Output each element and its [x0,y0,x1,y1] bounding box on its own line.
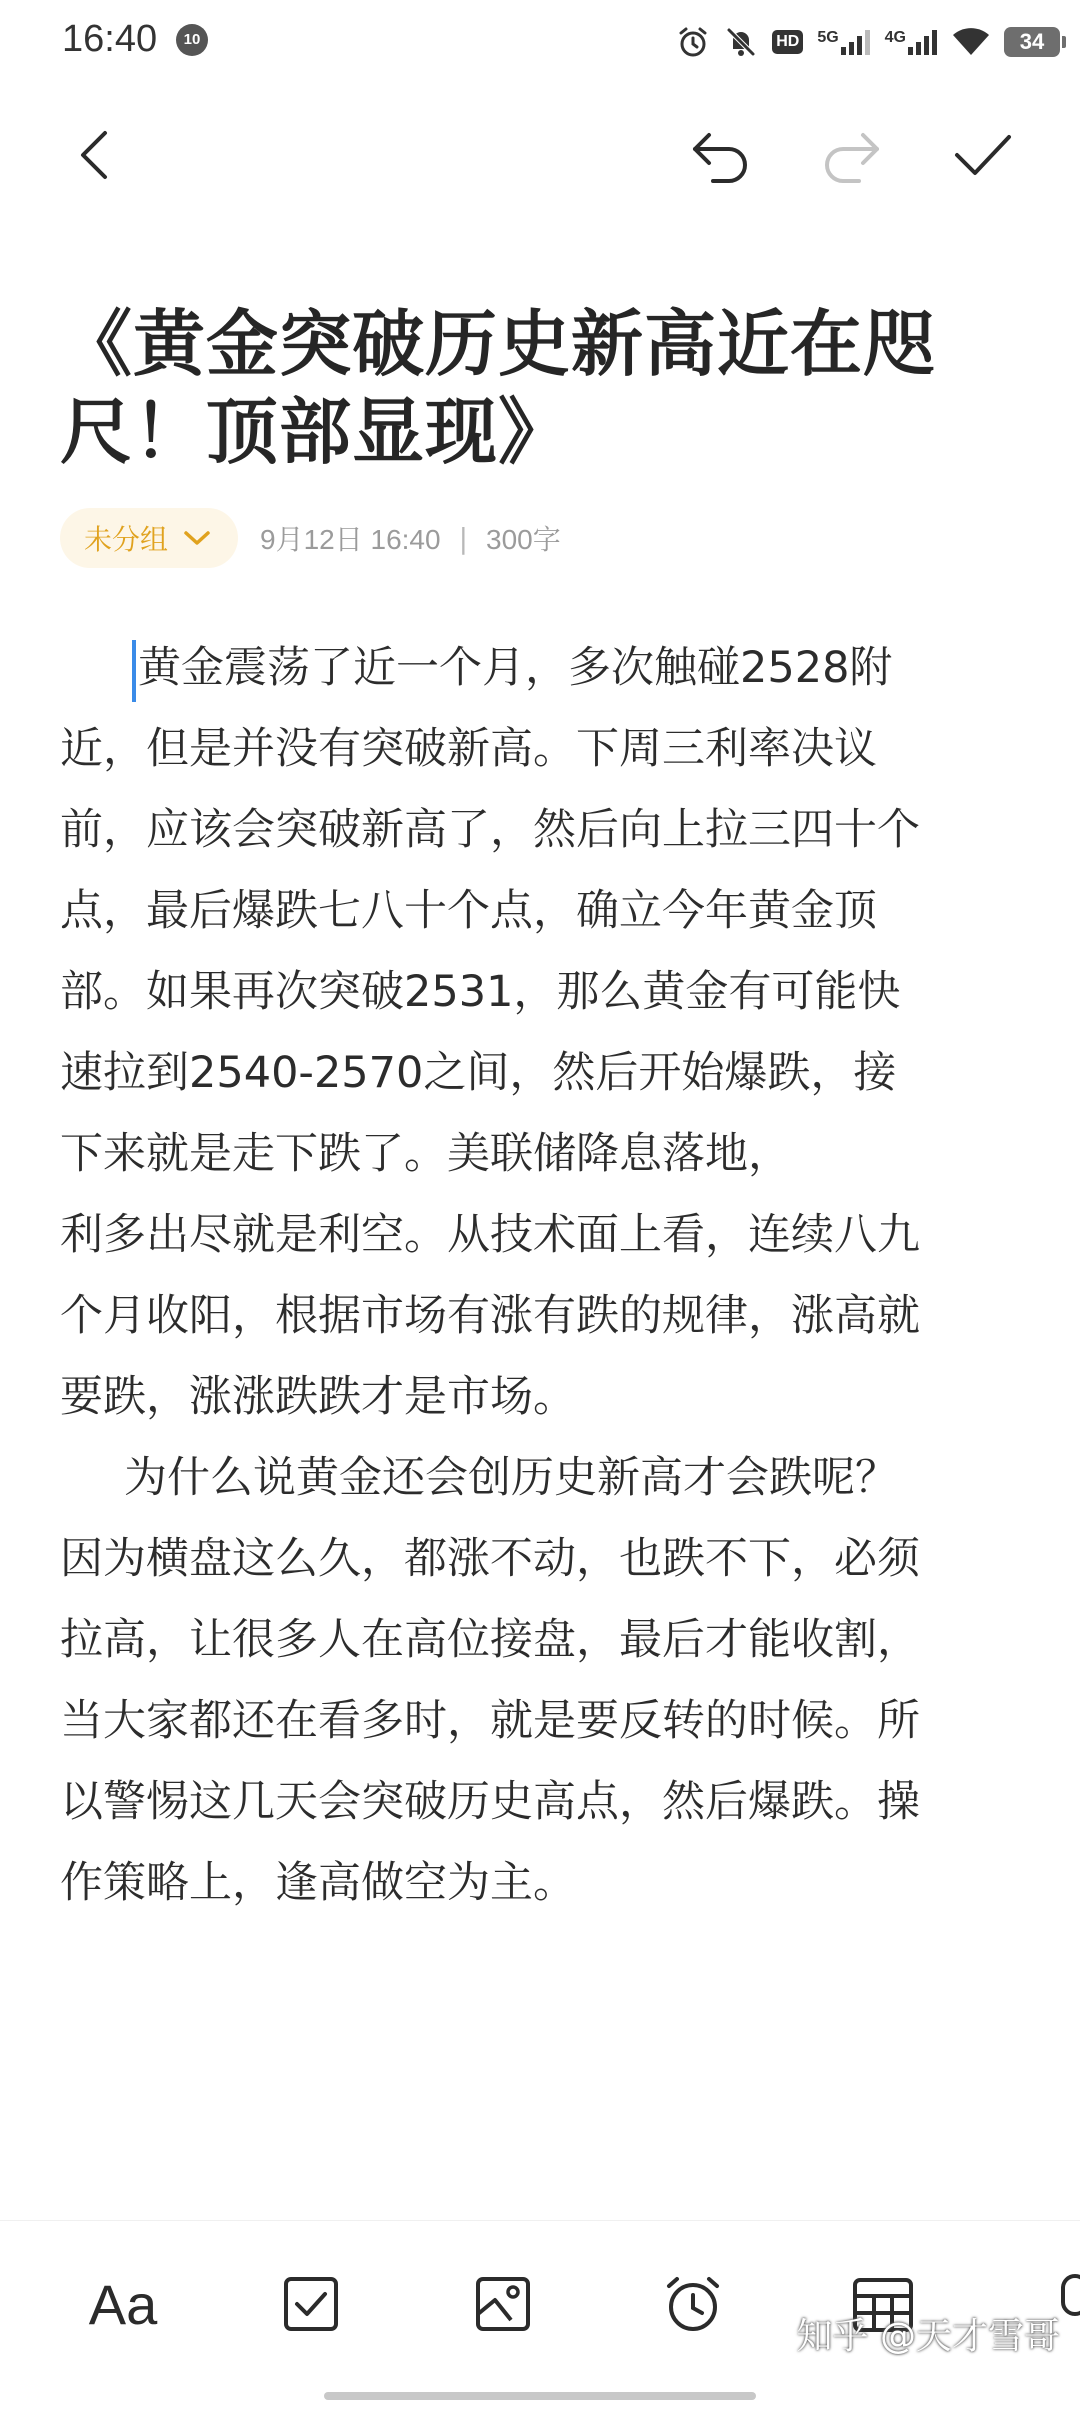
meta-separator: | [458,521,469,555]
wifi-icon [952,27,990,57]
body-line: 速拉到2540-2570之间，然后开始爆跌，接 [60,1048,897,1098]
hd-icon [772,30,803,54]
undo-icon [689,127,753,183]
watermark: 知乎 @天才雪哥 [796,2316,1060,2357]
alarm-icon [676,25,710,59]
hd-label: HD [772,30,803,54]
signal-4g-icon [885,29,938,55]
home-indicator[interactable] [324,2392,756,2400]
body-line: 为什么说黄金还会创历史新高才会跌呢？ [124,1453,898,1503]
paragraph-1 [60,628,1020,1438]
redo-button[interactable] [806,100,896,210]
body-line: 部。如果再次突破2531，那么黄金有可能快 [60,967,901,1017]
body-line [60,628,1020,709]
body-line: 要跌，涨涨跌跌才是市场。 [60,1372,576,1422]
back-button[interactable] [50,100,140,210]
done-button[interactable] [938,100,1028,210]
body-line: 近，但是并没有突破新高。下周三利率决议 [60,724,877,774]
sim2-label: 4G [884,29,906,46]
status-time: 16:40 [62,18,158,60]
note-title[interactable]: 《黄金突破历史新高近在咫尺！顶部显现》 [60,302,937,474]
image-icon [473,2274,533,2334]
editor-toolbar [0,100,1080,210]
body-line: 下来就是走下跌了。美联储降息落地， [60,1129,791,1179]
notification-badge: 10 [176,24,208,56]
back-icon [75,125,115,185]
signal-5g-icon [817,29,870,55]
body-line: 当大家都还在看多时，就是要反转的时候。所 [60,1696,920,1746]
battery-icon: 34 [1004,27,1060,57]
paragraph-2 [60,1438,1020,1924]
font-button[interactable] [78,2259,168,2349]
font-icon: Aa [88,2272,158,2336]
note-meta [60,508,561,568]
checklist-button[interactable] [266,2259,356,2349]
group-selector[interactable] [60,508,238,568]
chevron-down-icon [182,528,212,548]
done-icon [951,127,1015,183]
body-line: 前，应该会突破新高了，然后向上拉三四十个 [60,805,920,855]
note-body[interactable] [60,628,1020,1924]
body-line: 以警惕这几天会突破历史高点，然后爆跌。操 [60,1777,920,1827]
body-line: 因为横盘这么久，都涨不动，也跌不下，必须 [60,1534,920,1584]
word-count: 300字 [486,524,561,555]
body-line: 拉高，让很多人在高位接盘，最后才能收割， [60,1615,920,1665]
image-button[interactable] [458,2259,548,2349]
body-line-text: 黄金震荡了近一个月，多次触碰2528附 [138,643,893,693]
status-icons [676,18,1060,66]
body-line: 个月收阳，根据市场有涨有跌的规律，涨高就 [60,1291,920,1341]
sim1-label: 5G [817,29,839,46]
checklist-icon [281,2274,341,2334]
reminder-button[interactable] [648,2259,738,2349]
undo-button[interactable] [676,100,766,210]
note-date: 9月12日 16:40 [260,524,441,555]
redo-icon [819,127,883,183]
body-line: 利多出尽就是利空。从技术面上看，连续八九 [60,1210,920,1260]
body-line: 点，最后爆跌七八十个点，确立今年黄金顶 [60,886,877,936]
mute-icon [724,25,758,59]
status-bar [0,0,1080,84]
alarm-clock-icon [661,2272,725,2336]
body-line: 作策略上，逢高做空为主。 [60,1858,576,1908]
text-cursor [132,640,136,702]
group-label: 未分组 [84,523,169,556]
